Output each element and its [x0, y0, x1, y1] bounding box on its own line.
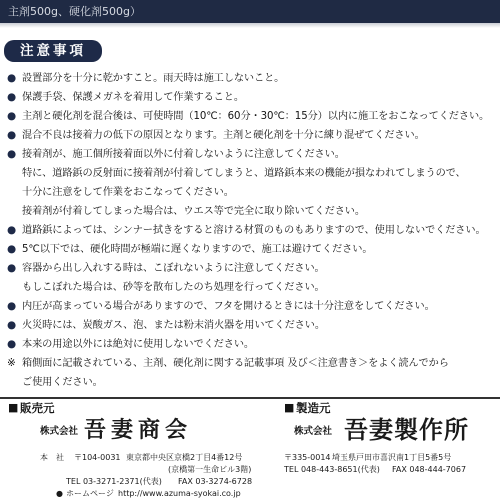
seller-postal-code: 〒104-0031: [74, 453, 121, 462]
list-item: [0, 259, 500, 278]
list-item-text: 十分に注意をして作業をおこなってください。: [22, 187, 234, 198]
seller-building: (京橋第一生命ビル3階): [168, 465, 252, 474]
list-item-text: 混合不良は接着力の低下の原因となります。主剤と硬化剤を十分に練り混ぜてください。: [22, 130, 425, 141]
top-band: [0, 0, 500, 23]
bullet-dot-icon: ●: [7, 338, 17, 350]
square-marker-icon: ■: [284, 401, 295, 414]
bullet-dot-icon: ●: [7, 243, 17, 255]
list-item: [0, 240, 500, 259]
list-item-text: 5℃以下では、硬化時間が極端に遅くなりますので、施工は避けてください。: [22, 244, 373, 255]
list-item: [0, 107, 500, 126]
seller-company-prefix: 株式会社: [40, 426, 79, 437]
bullet-dot-icon: ●: [7, 129, 17, 141]
seller-office-label: 本 社: [40, 453, 64, 462]
maker-company-prefix: 株式会社: [294, 426, 333, 437]
seller-homepage-url: http://www.azuma-syokai.co.jp: [118, 489, 241, 498]
list-item-text: 設置部分を十分に乾かすこと。雨天時は施工しないこと。: [22, 73, 285, 84]
note-line-continuation: [0, 373, 500, 392]
bullet-dot-icon: ●: [7, 110, 17, 122]
seller-address: 東京都中央区京橋2丁目4番12号: [126, 453, 243, 462]
list-item: [0, 335, 500, 354]
bullet-dot-icon: ●: [7, 148, 17, 160]
list-item-continuation: [0, 278, 500, 297]
list-item-text: 保護手袋、保護メガネを着用して作業すること。: [22, 92, 244, 103]
bullet-dot-icon: ●: [7, 72, 17, 84]
list-item-text: 接着剤が付着してしまった場合は、ウエス等で完全に取り除いてください。: [22, 206, 365, 217]
list-item-continuation: [0, 202, 500, 221]
seller-company-logo: 吾妻商会: [84, 418, 193, 443]
list-item: [0, 88, 500, 107]
square-marker-icon: ■: [8, 401, 19, 414]
notice-heading-badge: 注意事項: [4, 40, 102, 62]
list-item-text: 内圧が高まっている場合がありますので、フタを開けるときには十分注意をしてください。: [22, 301, 435, 312]
list-item-continuation: [0, 164, 500, 183]
note-mark: ※: [7, 357, 16, 369]
list-item: [0, 316, 500, 335]
note-line: [0, 354, 500, 373]
seller-phone: TEL 03-3271-2371(代表): [66, 477, 162, 486]
list-item-text: もしこぼれた場合は、砂等を散布したのち処理を行ってください。: [22, 282, 325, 293]
bullet-dot-icon: ●: [7, 91, 17, 103]
maker-fax: FAX 048-444-7067: [392, 465, 467, 474]
precautions-list: [0, 69, 500, 392]
bullet-dot-icon: ●: [7, 262, 17, 274]
list-item-text: 容器から出し入れする時は、こぼれないように注意してください。: [22, 263, 325, 274]
note-text: ご使用ください。: [22, 377, 103, 388]
maker-address: 埼玉県戸田市喜沢南1丁目5番5号: [332, 453, 452, 462]
list-item: [0, 69, 500, 88]
contents-weight-text: 主剤500g、硬化剤500g）: [8, 5, 141, 18]
list-item-text: 本来の用途以外には絶対に使用しないでください。: [22, 339, 255, 350]
list-item-text: 特に、道路鋲の反射面に接着剤が付着してしまうと、道路鋲本来の機能が損なわれてしまうので、: [22, 168, 466, 179]
list-item: [0, 297, 500, 316]
list-item: [0, 126, 500, 145]
maker-company-logo: 吾妻製作所: [344, 416, 469, 444]
bullet-dot-icon: ●: [7, 300, 17, 312]
section-divider: [0, 397, 500, 399]
note-text: 箱側面に記載されている、主剤、硬化剤に関する記載事項 及び＜注意書き＞をよく読んでから: [22, 358, 449, 369]
list-item: [0, 145, 500, 164]
bullet-dot-icon: ●: [7, 319, 17, 331]
list-item-text: 道路鋲によっては、シンナー拭きをすると溶ける材質のものもありますので、使用しないでください。: [22, 225, 486, 236]
list-item-continuation: [0, 183, 500, 202]
seller-fax: FAX 03-3274-6728: [178, 477, 253, 486]
maker-postal-code: 〒335-0014: [284, 453, 331, 462]
seller-label: 販売元: [20, 401, 55, 415]
list-item-text: 火災時には、炭酸ガス、泡、または粉末消火器を用いてください。: [22, 320, 325, 331]
top-band-shadow: [0, 23, 500, 28]
bullet-dot-icon: ●: [56, 489, 63, 498]
maker-label: 製造元: [296, 401, 331, 415]
maker-phone: TEL 048-443-8651(代表): [284, 465, 380, 474]
list-item-text: 接着剤が、施工個所接着面以外に付着しないように注意してください。: [22, 149, 345, 160]
list-item-text: 主剤と硬化剤を混合後は、可使時間（10℃：60分・30℃：15分）以内に施工をおこなってください。: [22, 111, 490, 122]
seller-homepage-label: ホームページ: [66, 489, 114, 498]
bullet-dot-icon: ●: [7, 224, 17, 236]
list-item: [0, 221, 500, 240]
